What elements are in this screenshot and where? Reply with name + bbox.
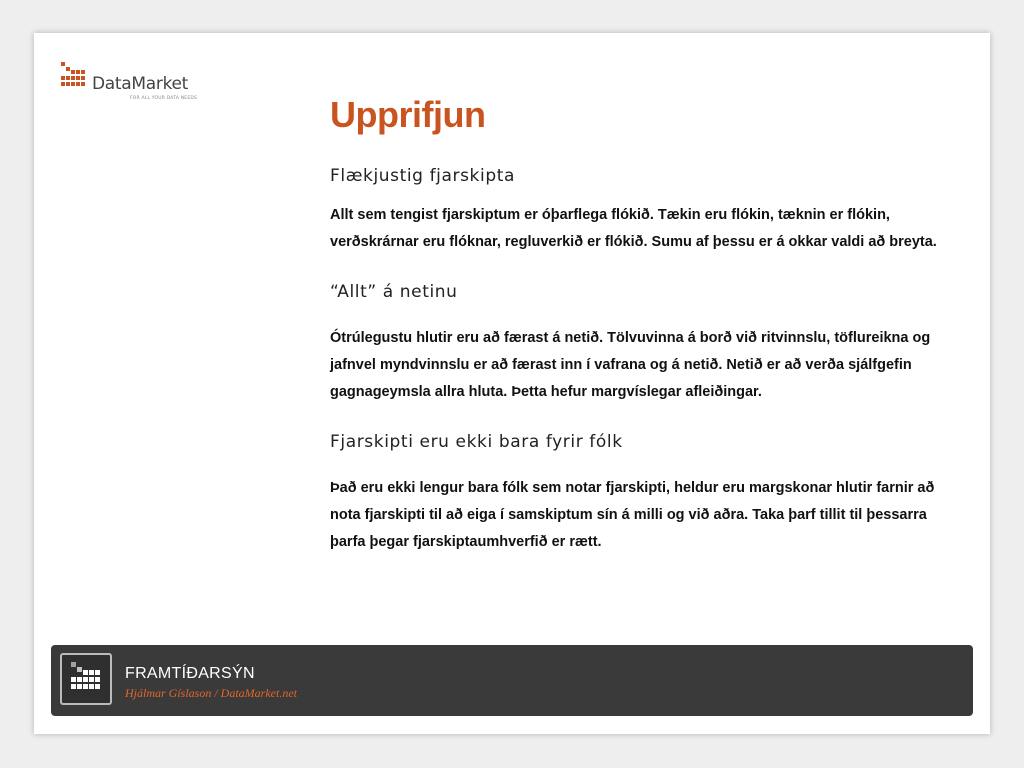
section-heading: Fjarskipti eru ekki bara fyrir fólk [330, 432, 623, 452]
footer-title: FRAMTÍÐARSÝN [125, 665, 255, 682]
datamarket-grid-icon [62, 655, 110, 703]
datamarket-grid-icon [60, 61, 90, 91]
section-body: Það eru ekki lengur bara fólk sem notar fjarskipti, heldur eru margskonar hlutir farnir að nota fjarskipti til að eiga í samskiptum sín á milli og við aðra. Taka þarf tillit til þessarra þarfa þegar fjarskiptaumhverfið er rætt. [330, 480, 935, 550]
footer-author: Hjálmar Gíslason / DataMarket.net [125, 686, 297, 700]
slide-title: Upprifjun [330, 94, 486, 135]
section-body: Allt sem tengist fjarskiptum er óþarflega flókið. Tækin eru flókin, tæknin er flókin, verðskrárnar eru flóknar, regluverkið er flókið. Sumu af þessu er á okkar valdi að breyta. [330, 207, 937, 250]
section-body: Ótrúlegustu hlutir eru að færast á netið. Tölvuvinna á borð við ritvinnslu, töflureikna og jafnvel myndvinnslu er að færast inn í vafrana og á netið. Netið er að verða sjálfgefin gagnageymsla allra hluta. Þetta hefur margvíslegar afleiðingar. [330, 330, 931, 400]
section-heading: “Allt” á netinu [330, 282, 458, 302]
footer-bar [51, 645, 973, 716]
section-heading: Flækjustig fjarskipta [330, 166, 515, 186]
section [330, 165, 950, 256]
footer-logo [60, 653, 112, 705]
logo-name: DataMarket [92, 74, 189, 94]
slide [34, 33, 990, 734]
slide-content [330, 93, 950, 556]
section [330, 281, 950, 406]
section [330, 431, 950, 556]
logo-tagline: FOR ALL YOUR DATA NEEDS [130, 96, 198, 101]
datamarket-logo[interactable] [60, 61, 198, 101]
